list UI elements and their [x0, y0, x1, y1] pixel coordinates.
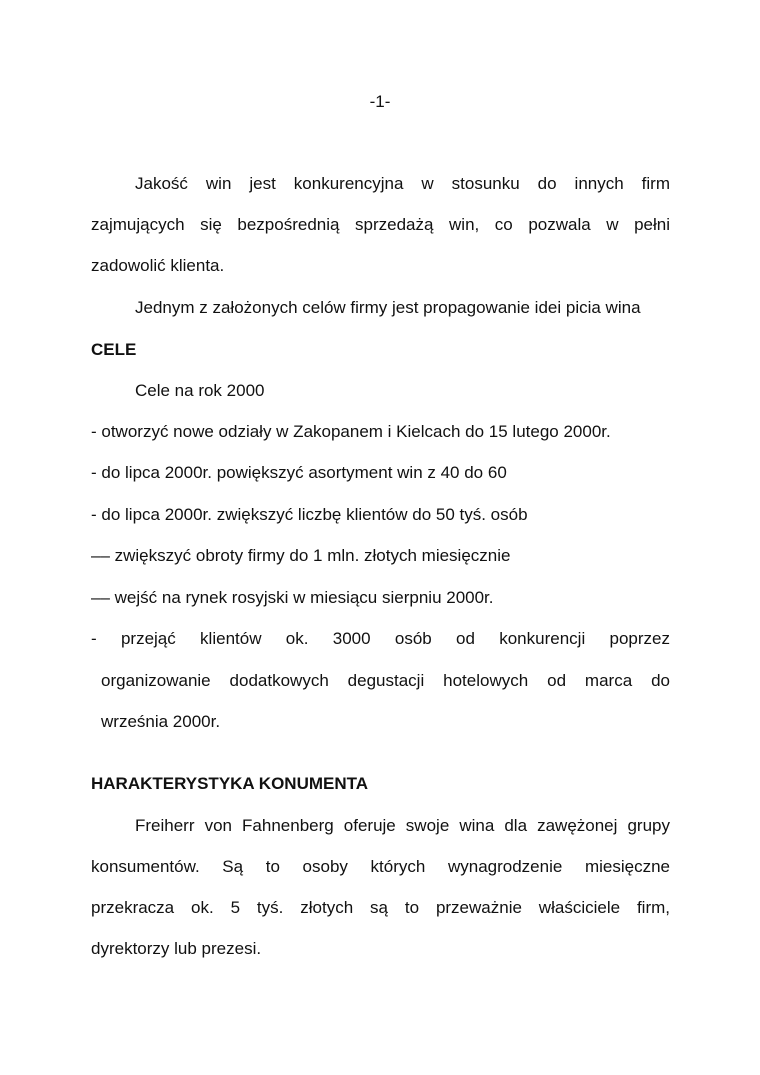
goal-item: –– zwiększyć obroty firmy do 1 mln. złotych miesięcznie — [91, 546, 511, 565]
consumer-line4: dyrektorzy lub prezesi. — [91, 939, 262, 958]
goals-heading: CELE — [91, 340, 137, 359]
goal-item: - otworzyć nowe odziały w Zakopanem i Kielcach do 15 lutego 2000r. — [91, 422, 611, 441]
goal-item: - do lipca 2000r. zwiększyć liczbę klientów do 50 tyś. osób — [91, 505, 528, 524]
consumer-line3: przekracza ok. 5 tyś. złotych są to przeważnie właściciele firm, — [91, 898, 670, 917]
consumer-line2: konsumentów. Są to osoby których wynagrodzenie miesięczne — [91, 857, 670, 876]
paragraph1-line3: zadowolić klienta. — [91, 256, 225, 275]
goal-item-multiline-line3: września 2000r. — [101, 712, 221, 731]
goal-item-multiline-line2: organizowanie dodatkowych degustacji hotelowych od marca do — [101, 671, 670, 690]
goal-item: –– wejść na rynek rosyjski w miesiącu sierpniu 2000r. — [91, 588, 494, 607]
goal-item-multiline-line1: - przejąć klientów ok. 3000 osób od konkurencji poprzez — [91, 629, 670, 648]
paragraph2-line1: Jednym z założonych celów firmy jest propagowanie idei picia wina — [135, 298, 641, 317]
consumer-line1: Freiherr von Fahnenberg oferuje swoje wina dla zawężonej grupy — [135, 816, 670, 835]
paragraph1-line2: zajmujących się bezpośrednią sprzedażą win, co pozwala w pełni — [91, 215, 670, 234]
paragraph1-line1: Jakość win jest konkurencyjna w stosunku do innych firm — [135, 174, 670, 193]
goal-item: - do lipca 2000r. powiększyć asortyment win z 40 do 60 — [91, 463, 507, 482]
consumer-heading: HARAKTERYSTYKA KONUMENTA — [91, 774, 369, 793]
page-number: -1- — [369, 92, 391, 111]
goals-intro: Cele na rok 2000 — [135, 381, 265, 400]
